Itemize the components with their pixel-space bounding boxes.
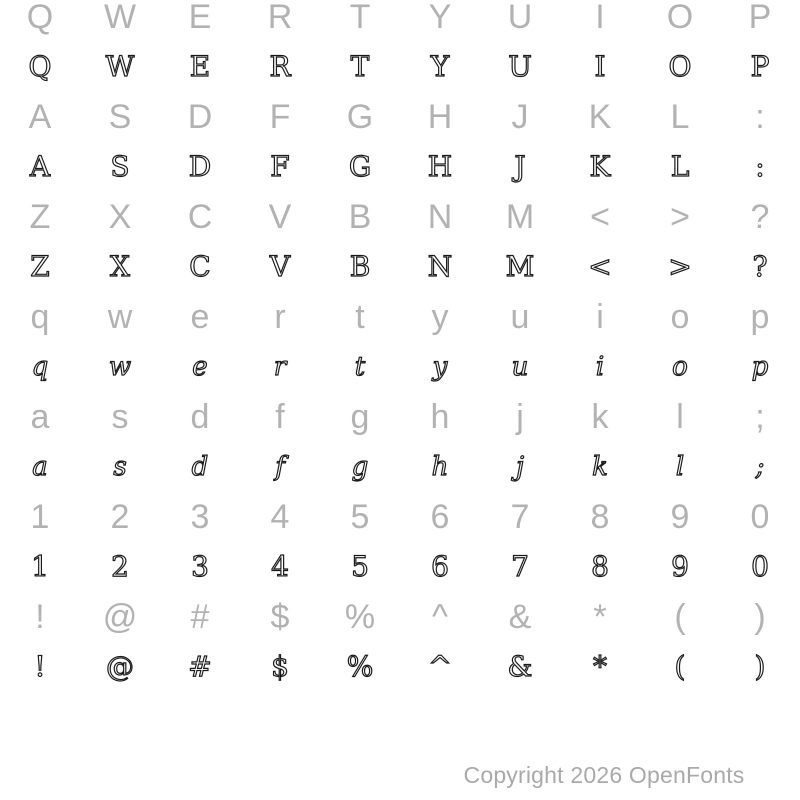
glyph-cell: N xyxy=(427,198,453,236)
glyph-cell: : xyxy=(755,150,765,183)
glyph-cell: o xyxy=(670,298,690,336)
glyph-cell: 2 xyxy=(111,550,129,583)
glyph-cell: G xyxy=(348,150,372,183)
glyph-cell: X xyxy=(108,198,132,236)
glyph-cell: ) xyxy=(754,598,766,636)
glyph-cell: a xyxy=(30,398,50,436)
glyph-cell: C xyxy=(187,198,213,236)
glyph-cell: E xyxy=(189,50,211,83)
glyph-cell: j xyxy=(516,398,524,436)
glyph-cell: * xyxy=(593,598,607,636)
glyph-cell: a xyxy=(32,452,48,482)
glyph-cell: 0 xyxy=(751,550,769,583)
glyph-cell: M xyxy=(505,198,535,236)
glyph-cell: q xyxy=(30,298,50,336)
glyph-cell: s xyxy=(113,452,127,482)
glyph-cell: 3 xyxy=(190,498,210,536)
glyph-cell: 7 xyxy=(510,498,530,536)
glyph-cell: r xyxy=(273,352,287,382)
glyph-cell: K xyxy=(589,150,611,183)
glyph-cell: A xyxy=(29,150,51,183)
glyph-cell: r xyxy=(274,298,286,336)
glyph-cell: e xyxy=(190,298,210,336)
glyph-cell: ^ xyxy=(432,598,448,636)
glyph-cell: 4 xyxy=(271,550,289,583)
glyph-cell: ) xyxy=(754,650,766,683)
glyph-cell: 4 xyxy=(270,498,290,536)
glyph-cell: d xyxy=(190,398,210,436)
glyph-cell: O xyxy=(668,50,692,83)
reference-upper-row-1 xyxy=(0,0,800,42)
glyph-cell: h xyxy=(430,398,450,436)
glyph-cell: < xyxy=(590,198,610,236)
glyph-cell: L xyxy=(670,150,690,183)
glyph-cell: L xyxy=(670,98,690,136)
glyph-cell: p xyxy=(751,352,769,382)
glyph-cell: V xyxy=(269,250,291,283)
specimen-upper-row-2 xyxy=(0,142,800,192)
glyph-cell: T xyxy=(350,50,370,83)
glyph-cell: D xyxy=(187,98,213,136)
glyph-cell: P xyxy=(748,0,772,36)
glyph-cell: 8 xyxy=(591,550,609,583)
reference-symbols-row xyxy=(0,592,800,642)
glyph-cell: G xyxy=(346,98,374,136)
glyph-cell: D xyxy=(188,150,212,183)
glyph-cell: V xyxy=(268,198,292,236)
glyph-cell: h xyxy=(431,452,449,482)
specimen-upper-row-1 xyxy=(0,42,800,92)
glyph-cell: u xyxy=(510,298,530,336)
glyph-cell: j xyxy=(515,452,525,482)
glyph-cell: H xyxy=(427,98,453,136)
reference-lower-row-1 xyxy=(0,292,800,342)
glyph-cell: R xyxy=(269,50,291,83)
glyph-cell: C xyxy=(189,250,211,283)
glyph-cell: f xyxy=(275,452,285,482)
glyph-cell: 1 xyxy=(31,550,49,583)
glyph-cell: > xyxy=(668,250,692,283)
glyph-cell: K xyxy=(588,98,612,136)
glyph-cell: i xyxy=(596,298,604,336)
specimen-upper-row-3 xyxy=(0,242,800,292)
glyph-cell: ! xyxy=(35,598,45,636)
glyph-cell: S xyxy=(110,150,130,183)
glyph-cell: J xyxy=(514,150,526,183)
glyph-cell: B xyxy=(348,198,372,236)
glyph-cell: 6 xyxy=(431,550,449,583)
glyph-cell: 8 xyxy=(590,498,610,536)
glyph-cell: J xyxy=(511,98,529,136)
glyph-cell: A xyxy=(28,98,52,136)
glyph-cell: y xyxy=(432,352,448,382)
glyph-cell: 2 xyxy=(110,498,130,536)
specimen-lower-row-1 xyxy=(0,342,800,392)
glyph-cell: t xyxy=(355,298,365,336)
glyph-cell: y xyxy=(431,298,449,336)
glyph-cell: : xyxy=(755,98,765,136)
glyph-cell: @ xyxy=(102,598,138,636)
glyph-cell: W xyxy=(103,0,137,36)
specimen-lower-row-2 xyxy=(0,442,800,492)
glyph-cell: R xyxy=(267,0,293,36)
glyph-cell: Z xyxy=(29,198,51,236)
glyph-cell: $ xyxy=(271,650,289,683)
glyph-cell: w xyxy=(108,352,132,382)
glyph-cell: o xyxy=(672,352,688,382)
glyph-cell: q xyxy=(31,352,49,382)
glyph-cell: 0 xyxy=(750,498,770,536)
glyph-cell: Y xyxy=(430,50,450,83)
glyph-cell: ; xyxy=(755,398,765,436)
reference-upper-row-2 xyxy=(0,92,800,142)
glyph-cell: % xyxy=(346,650,374,683)
glyph-cell: ? xyxy=(750,198,770,236)
glyph-cell: d xyxy=(191,452,209,482)
glyph-cell: i xyxy=(595,352,605,382)
glyph-cell: g xyxy=(351,452,369,482)
glyph-cell: s xyxy=(111,398,129,436)
glyph-cell: S xyxy=(108,98,132,136)
glyph-cell: ^ xyxy=(428,650,452,683)
glyph-cell: l xyxy=(675,452,685,482)
reference-lower-row-2 xyxy=(0,392,800,442)
glyph-cell: 7 xyxy=(511,550,529,583)
glyph-cell: l xyxy=(676,398,684,436)
glyph-cell: # xyxy=(190,598,210,636)
glyph-cell: ? xyxy=(752,250,768,283)
glyph-cell: $ xyxy=(270,598,290,636)
glyph-cell: u xyxy=(511,352,529,382)
glyph-cell: N xyxy=(427,250,453,283)
glyph-cell: F xyxy=(270,150,290,183)
glyph-cell: ( xyxy=(674,650,686,683)
glyph-cell: & xyxy=(508,598,532,636)
glyph-cell: X xyxy=(110,250,130,283)
glyph-cell: e xyxy=(192,352,208,382)
glyph-cell: M xyxy=(505,250,535,283)
glyph-cell: I xyxy=(594,50,606,83)
glyph-cell: Y xyxy=(428,0,452,36)
specimen-digits-row xyxy=(0,542,800,592)
glyph-cell: Z xyxy=(30,250,50,283)
glyph-cell: U xyxy=(507,0,533,36)
glyph-cell: 5 xyxy=(351,550,369,583)
reference-upper-row-3 xyxy=(0,192,800,242)
reference-digits-row xyxy=(0,492,800,542)
copyright-footer: Copyright 2026 OpenFonts xyxy=(463,762,745,788)
glyph-cell: k xyxy=(591,398,609,436)
glyph-cell: H xyxy=(427,150,453,183)
glyph-cell: E xyxy=(188,0,212,36)
glyph-cell: k xyxy=(592,452,608,482)
glyph-cell: 9 xyxy=(670,498,690,536)
glyph-cell: f xyxy=(275,398,285,436)
glyph-cell: p xyxy=(750,298,770,336)
glyph-cell: g xyxy=(350,398,370,436)
glyph-cell: < xyxy=(588,250,612,283)
glyph-cell: ! xyxy=(34,650,46,683)
glyph-cell: U xyxy=(508,50,532,83)
glyph-cell: Q xyxy=(26,0,54,36)
glyph-cell: % xyxy=(344,598,376,636)
glyph-cell: Q xyxy=(28,50,52,83)
glyph-cell: W xyxy=(105,50,135,83)
glyph-cell: 5 xyxy=(350,498,370,536)
glyph-cell: 3 xyxy=(191,550,209,583)
glyph-cell: w xyxy=(107,298,133,336)
glyph-cell: 9 xyxy=(671,550,689,583)
glyph-cell: ( xyxy=(674,598,686,636)
glyph-cell: F xyxy=(269,98,291,136)
glyph-cell: 6 xyxy=(430,498,450,536)
glyph-cell: B xyxy=(349,250,371,283)
glyph-cell: > xyxy=(670,198,690,236)
glyph-cell: @ xyxy=(106,650,134,683)
glyph-cell: * xyxy=(593,650,607,683)
glyph-cell: # xyxy=(188,650,212,683)
glyph-cell: P xyxy=(750,50,770,83)
glyph-cell: ; xyxy=(755,452,765,482)
glyph-cell: T xyxy=(349,0,371,36)
glyph-cell: 1 xyxy=(30,498,50,536)
glyph-cell: & xyxy=(507,650,533,683)
specimen-symbols-row xyxy=(0,642,800,692)
glyph-cell: O xyxy=(666,0,694,36)
glyph-cell: I xyxy=(595,0,605,36)
glyph-cell: t xyxy=(354,352,366,382)
